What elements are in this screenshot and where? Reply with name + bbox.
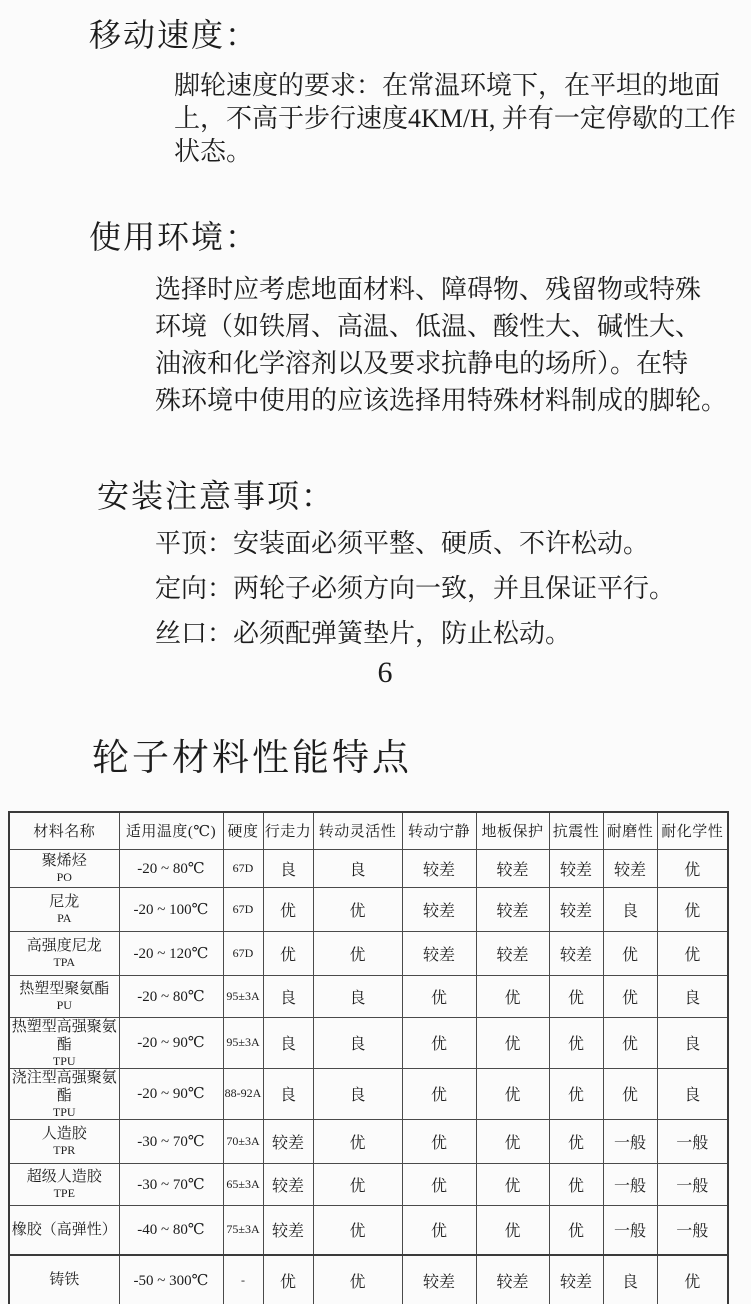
- column-header: 硬度: [223, 812, 263, 849]
- material-name-cell: [9, 1017, 119, 1068]
- paragraph-line: 选择时应考虑地面材料、障碍物、残留物或特殊: [155, 275, 702, 304]
- column-header: 转动灵活性: [313, 812, 402, 849]
- material-name-cell: [9, 1255, 119, 1304]
- rating-cell: 良: [313, 975, 402, 1017]
- hardness-cell: 67D: [223, 887, 263, 931]
- list-item: 丝口：必须配弹簧垫片，防止松动。: [155, 619, 572, 648]
- rating-cell: 优: [263, 1255, 313, 1304]
- material-code: TPU: [52, 1104, 76, 1119]
- rating-cell: 优: [603, 1068, 657, 1119]
- table-row: [9, 975, 728, 1017]
- material-code: TPR: [53, 1143, 76, 1157]
- rating-cell: 优: [476, 1163, 549, 1205]
- rating-cell: 优: [657, 931, 728, 975]
- rating-cell: 良: [313, 1017, 402, 1068]
- rating-cell: 优: [263, 887, 313, 931]
- material-name: 热塑型高强聚氨酯: [11, 1018, 117, 1053]
- environment-paragraph: [155, 271, 727, 419]
- rating-cell: 一般: [657, 1163, 728, 1205]
- paragraph-line: 脚轮速度的要求：在常温环境下，在平坦的地面: [174, 71, 721, 100]
- rating-cell: 较差: [476, 887, 549, 931]
- table-row: [9, 1068, 728, 1119]
- material-name-cell: [9, 1163, 119, 1205]
- rating-cell: 良: [263, 849, 313, 887]
- rating-cell: 一般: [657, 1119, 728, 1163]
- hardness-cell: 95±3A: [223, 975, 263, 1017]
- column-header: 耐磨性: [603, 812, 657, 849]
- temperature-cell: -50 ~ 300℃: [119, 1255, 223, 1304]
- rating-cell: 优: [657, 887, 728, 931]
- hardness-cell: 70±3A: [223, 1119, 263, 1163]
- rating-cell: 优: [313, 1205, 402, 1255]
- temperature-cell: -20 ~ 80℃: [119, 849, 223, 887]
- temperature-cell: -20 ~ 90℃: [119, 1017, 223, 1068]
- temperature-cell: -20 ~ 90℃: [119, 1068, 223, 1119]
- material-name-cell: [9, 975, 119, 1017]
- material-name: 超级人造胶: [26, 1169, 102, 1185]
- material-name: 铸铁: [49, 1272, 80, 1288]
- table-row: [9, 887, 728, 931]
- rating-cell: 良: [263, 1068, 313, 1119]
- rating-cell: 优: [476, 1119, 549, 1163]
- rating-cell: 较差: [549, 931, 603, 975]
- rating-cell: 优: [476, 1068, 549, 1119]
- table-row: [9, 1163, 728, 1205]
- paragraph-line: 状态。: [174, 137, 253, 166]
- material-name: 人造胶: [41, 1126, 87, 1142]
- hardness-cell: -: [223, 1255, 263, 1304]
- temperature-cell: -20 ~ 80℃: [119, 975, 223, 1017]
- rating-cell: 优: [549, 1017, 603, 1068]
- material-code: TPE: [53, 1186, 75, 1200]
- rating-cell: 优: [402, 1119, 476, 1163]
- rating-cell: 较差: [549, 1255, 603, 1304]
- column-header: 耐化学性: [657, 812, 728, 849]
- temperature-cell: -30 ~ 70℃: [119, 1163, 223, 1205]
- material-name-cell: [9, 1068, 119, 1119]
- installation-list: [155, 528, 675, 663]
- rating-cell: 优: [402, 975, 476, 1017]
- column-header: 抗震性: [549, 812, 603, 849]
- table-row: [9, 1255, 728, 1304]
- rating-cell: 良: [657, 975, 728, 1017]
- rating-cell: 优: [549, 1205, 603, 1255]
- rating-cell: 较差: [402, 931, 476, 975]
- material-code: PU: [56, 998, 72, 1012]
- material-name: 聚烯烃: [41, 853, 87, 869]
- material-name-cell: [9, 1205, 119, 1255]
- column-header: 适用温度(℃): [119, 812, 223, 849]
- rating-cell: 优: [313, 1255, 402, 1304]
- rating-cell: 良: [263, 975, 313, 1017]
- rating-cell: 一般: [603, 1163, 657, 1205]
- material-name: 橡胶（高弹性）: [11, 1221, 117, 1238]
- paragraph-line: 上，不高于步行速度4KM/H, 并有一定停歇的工作: [174, 104, 736, 133]
- page-number: 6: [377, 656, 393, 689]
- rating-cell: 良: [657, 1068, 728, 1119]
- paragraph-line: 环境（如铁屑、高温、低温、酸性大、碱性大、: [155, 312, 702, 341]
- rating-cell: 较差: [402, 887, 476, 931]
- rating-cell: 优: [657, 1255, 728, 1304]
- rating-cell: 较差: [263, 1205, 313, 1255]
- table-row: [9, 1119, 728, 1163]
- material-name-cell: [9, 931, 119, 975]
- rating-cell: 良: [313, 1068, 402, 1119]
- rating-cell: 优: [549, 1163, 603, 1205]
- rating-cell: 优: [313, 931, 402, 975]
- hardness-cell: 67D: [223, 849, 263, 887]
- rating-cell: 优: [402, 1163, 476, 1205]
- material-table: [8, 811, 729, 1304]
- paragraph-line: 殊环境中使用的应该选择用特殊材料制成的脚轮。: [155, 386, 728, 415]
- table-row: [9, 1205, 728, 1255]
- rating-cell: 优: [603, 1017, 657, 1068]
- rating-cell: 较差: [476, 1255, 549, 1304]
- rating-cell: 优: [402, 1017, 476, 1068]
- rating-cell: 优: [549, 975, 603, 1017]
- temperature-cell: -40 ~ 80℃: [119, 1205, 223, 1255]
- table-row: [9, 931, 728, 975]
- rating-cell: 一般: [603, 1119, 657, 1163]
- list-item: 定向：两轮子必须方向一致，并且保证平行。: [155, 574, 676, 603]
- paragraph-line: 油液和化学溶剂以及要求抗静电的场所）。在特: [155, 349, 689, 378]
- section-heading-speed: 移动速度：: [89, 17, 260, 53]
- temperature-cell: -30 ~ 70℃: [119, 1119, 223, 1163]
- rating-cell: 良: [657, 1017, 728, 1068]
- rating-cell: 优: [657, 849, 728, 887]
- rating-cell: 较差: [263, 1163, 313, 1205]
- material-name: 热塑型聚氨酯: [19, 981, 110, 997]
- rating-cell: 优: [476, 975, 549, 1017]
- hardness-cell: 95±3A: [223, 1017, 263, 1068]
- hardness-cell: 88-92A: [223, 1068, 263, 1119]
- speed-paragraph: [174, 69, 736, 168]
- rating-cell: 良: [313, 849, 402, 887]
- material-code: TPA: [53, 955, 76, 969]
- hardness-cell: 65±3A: [223, 1163, 263, 1205]
- rating-cell: 优: [476, 1017, 549, 1068]
- rating-cell: 良: [603, 1255, 657, 1304]
- column-header: 地板保护: [476, 812, 549, 849]
- rating-cell: 优: [313, 1163, 402, 1205]
- rating-cell: 优: [402, 1205, 476, 1255]
- rating-cell: 较差: [263, 1119, 313, 1163]
- rating-cell: 优: [476, 1205, 549, 1255]
- hardness-cell: 75±3A: [223, 1205, 263, 1255]
- rating-cell: 较差: [476, 849, 549, 887]
- material-name: 高强度尼龙: [26, 938, 102, 954]
- rating-cell: 较差: [549, 887, 603, 931]
- rating-cell: 优: [603, 975, 657, 1017]
- material-table-body: [9, 849, 728, 1304]
- rating-cell: 较差: [476, 931, 549, 975]
- hardness-cell: 67D: [223, 931, 263, 975]
- material-name-cell: [9, 887, 119, 931]
- rating-cell: 优: [402, 1068, 476, 1119]
- temperature-cell: -20 ~ 100℃: [119, 887, 223, 931]
- rating-cell: 优: [313, 887, 402, 931]
- section-heading-installation: 安装注意事项：: [97, 478, 336, 514]
- material-table-header-row: [9, 812, 728, 849]
- rating-cell: 一般: [657, 1205, 728, 1255]
- material-name: 尼龙: [49, 894, 80, 910]
- section-heading-environment: 使用环境：: [89, 219, 260, 255]
- rating-cell: 较差: [402, 849, 476, 887]
- material-name: 浇注型高强聚氨酯: [11, 1069, 117, 1104]
- rating-cell: 优: [313, 1119, 402, 1163]
- rating-cell: 一般: [603, 1205, 657, 1255]
- rating-cell: 优: [263, 931, 313, 975]
- material-name-cell: [9, 849, 119, 887]
- rating-cell: 优: [549, 1119, 603, 1163]
- rating-cell: 较差: [402, 1255, 476, 1304]
- material-code: TPU: [52, 1053, 76, 1068]
- material-code: PO: [56, 870, 72, 884]
- rating-cell: 较差: [549, 849, 603, 887]
- rating-cell: 较差: [603, 849, 657, 887]
- material-name-cell: [9, 1119, 119, 1163]
- material-code: PA: [57, 911, 72, 925]
- rating-cell: 良: [263, 1017, 313, 1068]
- rating-cell: 良: [603, 887, 657, 931]
- column-header: 材料名称: [9, 812, 119, 849]
- column-header: 行走力: [263, 812, 313, 849]
- rating-cell: 优: [549, 1068, 603, 1119]
- table-row: [9, 1017, 728, 1068]
- table-title: 轮子材料性能特点: [92, 738, 412, 779]
- rating-cell: 优: [603, 931, 657, 975]
- temperature-cell: -20 ~ 120℃: [119, 931, 223, 975]
- list-item: 平顶：安装面必须平整、硬质、不许松动。: [155, 529, 650, 558]
- table-row: [9, 849, 728, 887]
- column-header: 转动宁静: [402, 812, 476, 849]
